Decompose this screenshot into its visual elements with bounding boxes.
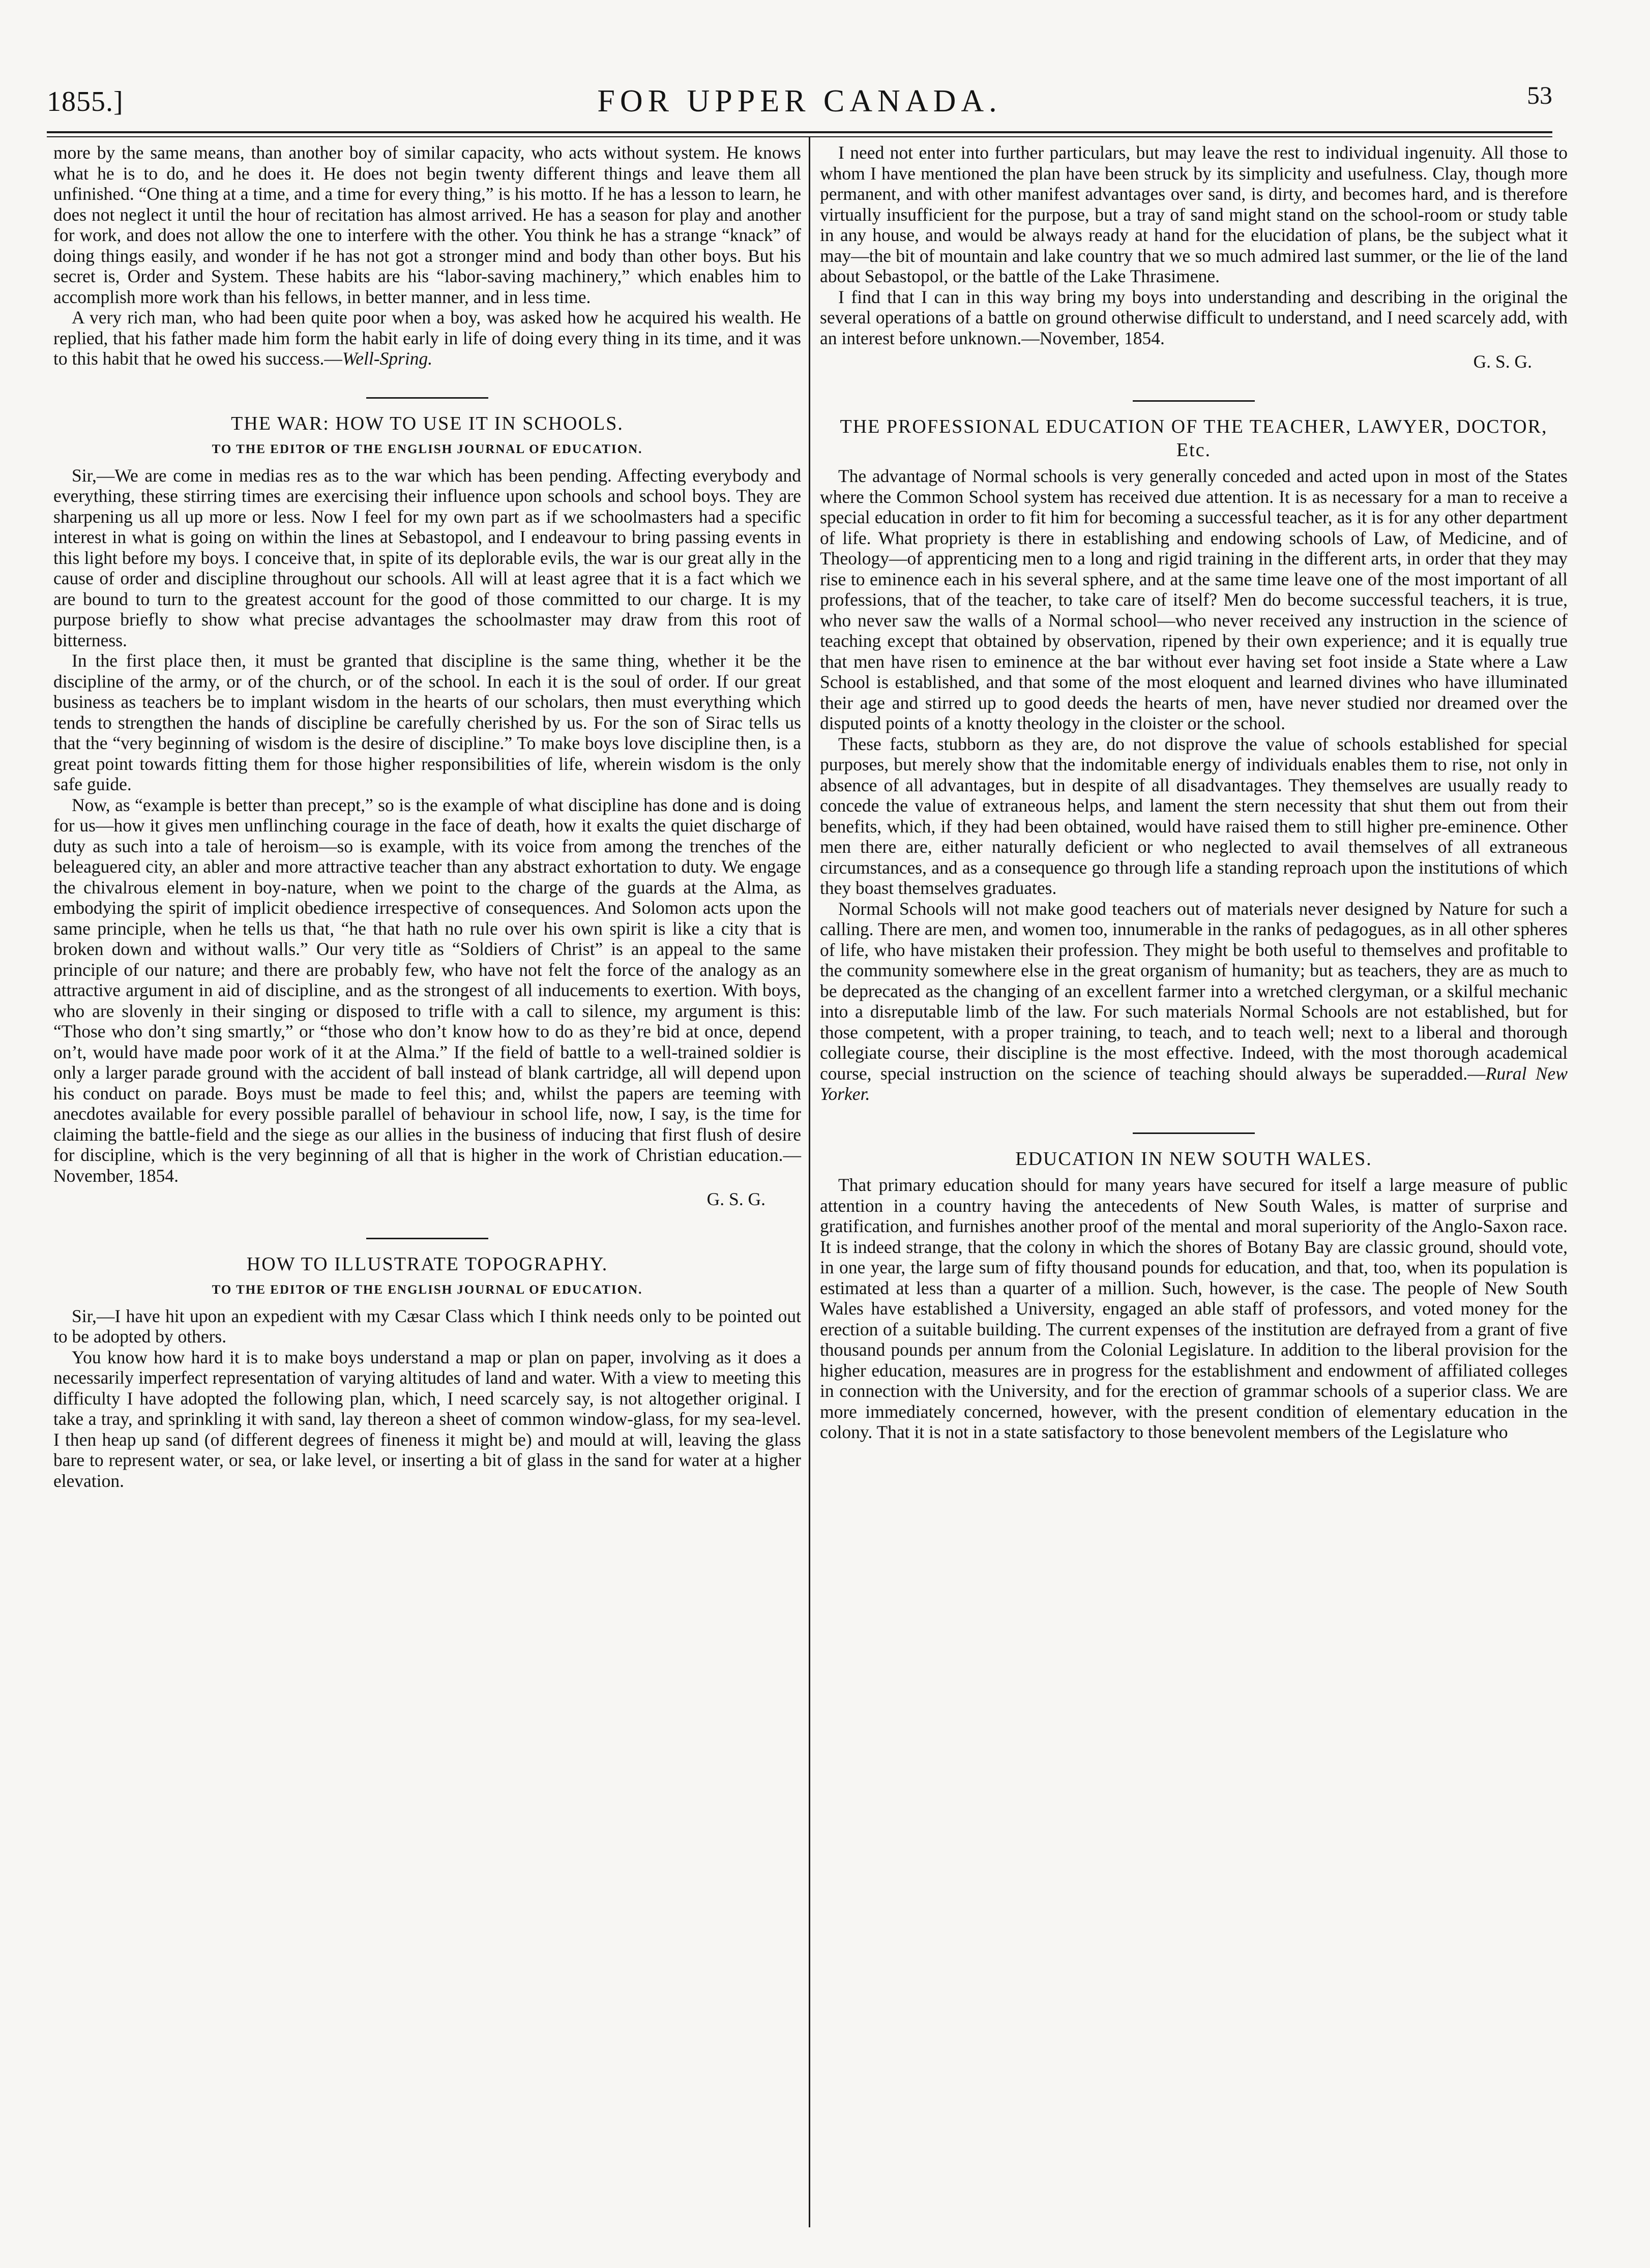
- page-number: 53: [1527, 81, 1552, 109]
- paragraph: In the first place then, it must be granted that discipline is the same thing, whether it be the discipline of the army, or of the church, or of the school. In each it is the soul of order. If our great business as teachers be to implant wisdom in the hearts of our scholars, then must everything which tends to strengthen the hands of discipline be carefully cherished by us. For the son of Sirac tells us that the “very beginning of wisdom is the desire of discipline.” To make boys love discipline then, is a great point towards fitting them for those higher responsibilities of life, wherein wisdom is the only safe guide.: [53, 650, 801, 794]
- header-title: FOR UPPER CANADA.: [597, 84, 1002, 118]
- header-rule-thin: [47, 136, 1552, 137]
- paragraph: [820, 899, 1568, 1105]
- to-editor-line: TO THE EDITOR OF THE ENGLISH JOURNAL OF EDUCATION.: [212, 1283, 643, 1297]
- paragraph: These facts, stubborn as they are, do not disprove the value of schools established for special purposes, but merely show that the indomitable energy of individuals enables them to rise, not only in absence of all advantages, but in despite of all disadvantages. They themselves are usually ready to concede the value of extraneous helps, and lament the stern necessity that shut them out from their benefits, which, if they had been obtained, would have raised them to still higher pre-eminence. Other men there are, either naturally deficient or who neglected to avail themselves of all extraneous circumstances, and as a consequence go through life a standing reproach upon the institutions of which they boast themselves graduates.: [820, 733, 1568, 898]
- paragraph: I need not enter into further particulars, but may leave the rest to individual ingenuity. All those to whom I have mentioned the plan have been struck by its simplicity and usefulness. Clay, though more permanent, and with other manifest advantages over sand, is dirty, and becomes hard, and is therefore virtually insufficient for the purpose, but a tray of sand might stand on the school-room or study table in any house, and would be always ready at hand for the elucidation of plans, be the subject what it may—the bit of mountain and lake country that we so much admired last summer, or the lie of the land about Sebastopol, or the battle of the Lake Thrasimene.: [820, 142, 1568, 286]
- header-year: 1855.]: [47, 86, 124, 117]
- paragraph: Sir,—I have hit upon an expedient with my Cæsar Class which I think needs only to be pointed out to be adopted by others.: [53, 1305, 801, 1347]
- paragraph: Now, as “example is better than precept,” so is the example of what discipline has done and is doing for us—how it gives men unflinching courage in the face of death, how it exalts the quiet discharge of duty as such into a tale of heroism—so is example, with its voice from among the trenches of the beleaguered city, an abler and more attractive teacher than any abstract exhortation to duty. We engage the chivalrous element in boy-nature, when we point to the charge of the guards at the Alma, as embodying the spirit of implicit obedience irrespective of consequences. And Solomon acts upon the same principle, when he tells us that, “he that hath no rule over his own spirit is like a city that is broken down and without walls.” Our very title as “Soldiers of Christ” is an appeal to the same principle of our nature; and there are probably few, who have not felt the force of the analogy as an attractive argument in aid of discipline, and as the strongest of all inducements to exertion. With boys, who are slovenly in their singing or disposed to trifle with a call to silence, my argument is this: “Those who don’t sing smartly,” or “those who don’t know how to do as they’re bid at once, depend on’t, would have made poor work of it at the Alma.” If the field of battle to a well-trained soldier is only a larger parade ground with the accident of ball instead of blank cartridge, all will depend upon his conduct on parade. Boys must be made to feel this; and, whilst the papers are teeming with anecdotes available for every possible parallel of behaviour in school life, now, I say, is the time for claiming the battle-field and the siege as our allies in the business of inducing that first flush of desire for discipline, which is the very beginning of all that is higher in the work of Christian education.—November, 1854.: [53, 794, 801, 1186]
- source-credit: Rural New Yorker.: [820, 1063, 1568, 1104]
- paragraph: [53, 307, 801, 369]
- article-heading-war: THE WAR: HOW TO USE IT IN SCHOOLS.: [231, 413, 624, 434]
- signature: G. S. G.: [706, 1189, 765, 1209]
- left-column: [53, 142, 801, 1491]
- paragraph: That primary education should for many years have secured for itself a large measure of public attention in a country having the antecedents of New South Wales, is matter of surprise and gratification, and furnishes another proof of the mental and moral superiority of the Anglo-Saxon race. It is indeed strange, that the colony in which the shores of Botany Bay are classic ground, should vote, in one year, the large sum of fifty thousand pounds for education, and that, too, when its population is estimated at less than a quarter of a million. Such, however, is the case. The people of New South Wales have established a University, engaged an able staff of professors, and voted money for the erection of a suitable building. The current expenses of the institution are defrayed from a grant of five thousand pounds per annum from the Colonial Legislature. In addition to the liberal provision for the higher education, measures are in progress for the establishment and endowment of affiliated colleges in connection with the University, and for the erection of grammar schools of a superior class. We are more immediately concerned, however, with the present condition of elementary education in the colony. That it is not in a state satisfactory to those benevolent members of the Legislature who: [820, 1175, 1568, 1442]
- paragraph: I find that I can in this way bring my boys into understanding and describing in the original the several operations of a battle on ground otherwise difficult to understand, and I need scarcely add, with an interest before unknown.—November, 1854.: [820, 286, 1568, 348]
- article-heading-professional-education: THE PROFESSIONAL EDUCATION OF THE TEACHER, LAWYER, DOCTOR, Etc.: [840, 416, 1548, 461]
- paragraph-text: A very rich man, who had been quite poor when a boy, was asked how he acquired his wealth. He replied, that his father made him form the habit early in life of doing every thing in its time, and it was to this habit that he owed his success.—: [53, 307, 801, 369]
- column-separator: [809, 137, 810, 2227]
- paragraph: Sir,—We are come in medias res as to the war which has been pending. Affecting everybody and everything, these stirring times are exercising their influence upon schools and school boys. They are sharpening us all up more or less. Now I feel for my own part as if we schoolmasters had a specific interest in what is going on within the lines at Sebastopol, and I endeavour to bring passing events in this light before my boys. I conceive that, in spite of its deplorable evils, the war is our great ally in the cause of order and discipline throughout our schools. All will at least agree that it is a fact which we are bound to turn to the greatest account for the good of those committed to our charge. It is my purpose briefly to show what precise advantages the schoolmaster may draw from this root of bitterness.: [53, 465, 801, 650]
- article-heading-new-south-wales: EDUCATION IN NEW SOUTH WALES.: [1015, 1148, 1372, 1170]
- paragraph-text: Normal Schools will not make good teachers out of materials never designed by Nature for such a calling. There are men, and women too, innumerable in the ranks of pedagogues, as in all other spheres of life, who have mistaken their profession. They might be both useful to themselves and profitable to the community somewhere else in the great organism of humanity; but as teachers, they are as much to be deprecated as the changing of an excellent farmer into a wretched clergyman, or a skilful mechanic into a disreputable limb of the law. For such materials Normal Schools are not established, but for those competent, with a proper training, to teach, and to teach well; next to a liberal and thorough collegiate course, their discipline is the most effective. Indeed, with the most thorough academical course, special instruction on the science of teaching should always be superadded.—: [820, 898, 1568, 1084]
- section-rule: [820, 1118, 1568, 1139]
- paragraph: The advantage of Normal schools is very generally conceded and acted upon in most of the States where the Common School system has received due attention. It is as necessary for a man to receive a special education in order to fit him for becoming a successful teacher, as it is for any other department of life. What propriety is there in establishing and endowing schools of Law, of Medicine, and of Theology—of apprenticing men to a long and rigid training in the different arts, in order that they may rise to eminence each in his several sphere, and at the same time leave one of the most important of all professions, that of the teacher, to take care of itself? Men do become successful teachers, it is true, who never saw the walls of a Normal school—who never received any instruction in the science of teaching except that obtained by observation, ripened by their own experience; and it is equally true that men have risen to eminence at the bar without ever having set foot inside a State where a Law School is established, and that some of the most eloquent and learned divines who have illuminated their age and stirred up to good deeds the hearts of men, have never studied nor dreamed over the disputed points of a knotty theology in the cloister or the school.: [820, 466, 1568, 733]
- signature: G. S. G.: [1473, 351, 1532, 372]
- header-rule-thick: [47, 131, 1552, 133]
- section-rule: [53, 1223, 801, 1244]
- section-rule: [820, 385, 1568, 406]
- to-editor-line: TO THE EDITOR OF THE ENGLISH JOURNAL OF EDUCATION.: [212, 442, 643, 456]
- paragraph: more by the same means, than another boy of similar capacity, who acts without system. He knows what he is to do, and he does it. He does not begin twenty different things and leave them all unfinished. “One thing at a time, and a time for every thing,” is his motto. If he has a lesson to learn, he does not neglect it until the hour of recitation has almost arrived. He has a season for play and another for work, and does not allow the one to interfere with the other. You think he has a strange “knack” of doing things easily, and wonder if he has not got a stronger mind and body than other boys. But his secret is, Order and System. These habits are his “labor-saving machinery,” which enables him to accomplish more work than his fellows, in better manner, and in less time.: [53, 142, 801, 307]
- right-column: [820, 142, 1568, 1443]
- article-heading-topography: HOW TO ILLUSTRATE TOPOGRAPHY.: [246, 1254, 608, 1275]
- paragraph: You know how hard it is to make boys understand a map or plan on paper, involving as it does a necessarily imperfect representation of varying altitudes of land and water. With a view to meeting this difficulty I have adopted the following plan, which, I need scarcely say, is not altogether original. I take a tray, and sprinkling it with sand, lay thereon a sheet of common window-glass, for my sea-level. I then heap up sand (of different degrees of fineness it might be) and mould at will, leaving the glass bare to represent water, or sea, or lake level, or inserting a bit of glass in the sand for water at a higher elevation.: [53, 1347, 801, 1491]
- section-rule: [53, 382, 801, 403]
- running-header: [47, 76, 1552, 117]
- source-credit: Well-Spring.: [342, 348, 433, 369]
